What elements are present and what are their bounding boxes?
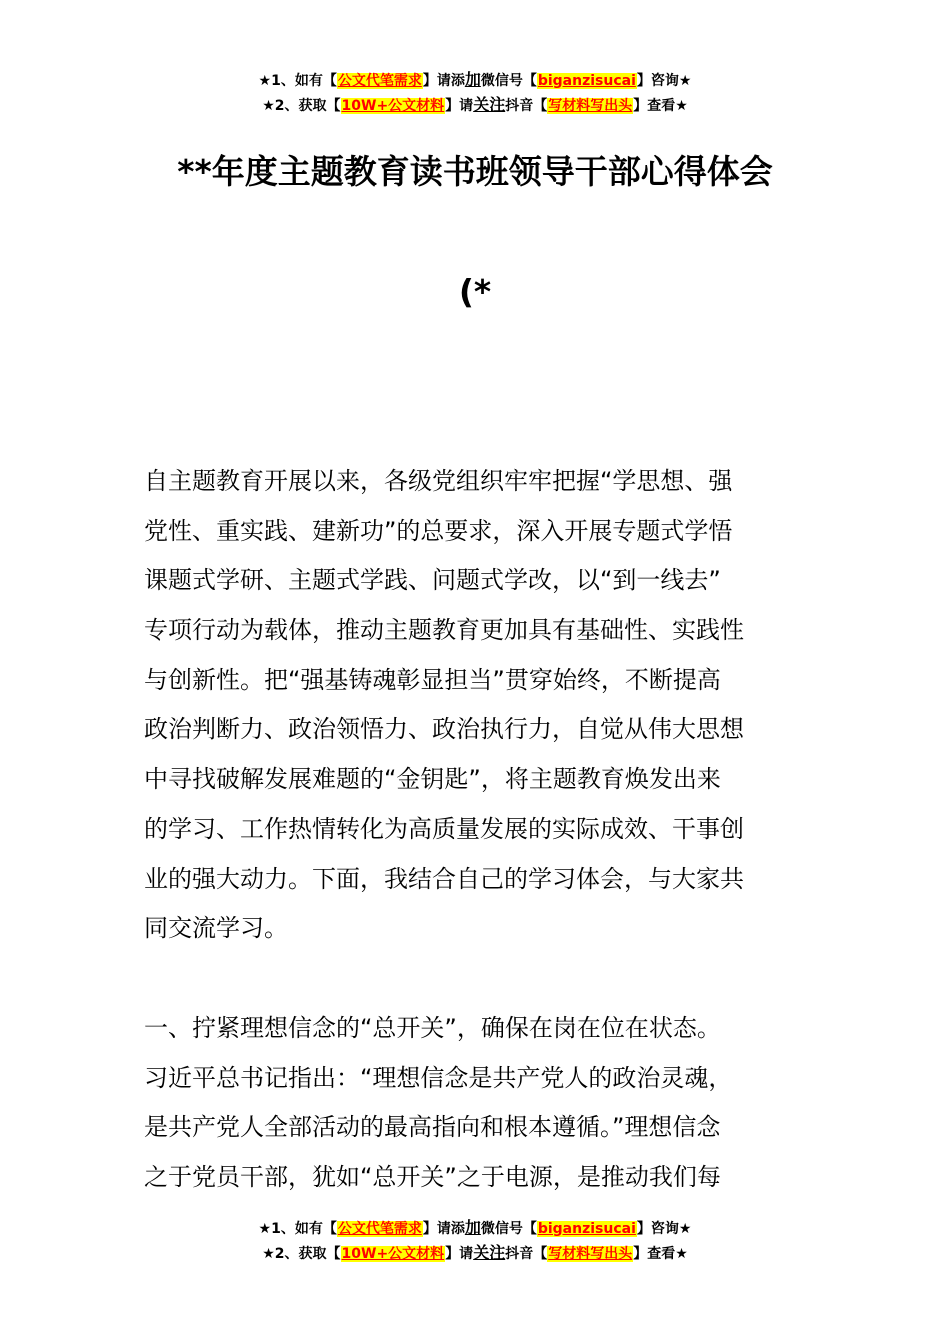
paragraph-line: 政治判断力、政治领悟力、政治执行力，自觉从伟大思想 [144, 715, 744, 744]
banner-line-2-bold-word: 关注 [473, 95, 506, 114]
footer-line-1-bold-word: 加 [464, 1218, 481, 1237]
banner-line-1-suffix: 】咨询★ [636, 73, 692, 89]
footer-line-2-mid2: 抖音【 [505, 1246, 548, 1262]
banner-line-1-bold-word: 加 [464, 70, 481, 89]
paragraph-line: 课题式学研、主题式学践、问题式学改，以“到一线去” [144, 566, 721, 595]
section-heading-1: 一、拧紧理想信念的“总开关”，确保在岗在位在状态。 [144, 1014, 721, 1042]
banner-line-1-mid2: 微信号【 [480, 73, 537, 89]
paragraph-line: 党性、重实践、建新功”的总要求，深入开展专题式学悟 [144, 516, 733, 545]
paragraph-line: 专项行动为载体，推动主题教育更加具有基础性、实践性 [144, 616, 744, 645]
paragraph-line: 之于党员干部，犹如“总开关”之于电源，是推动我们每 [144, 1163, 721, 1192]
document-title: **年度主题教育读书班领导干部心得体会 [177, 152, 773, 191]
paragraph-line: 习近平总书记指出：“理想信念是共产党人的政治灵魂， [144, 1063, 733, 1092]
footer-line-2-bold-word: 关注 [473, 1243, 506, 1262]
paragraph-line: 中寻找破解发展难题的“金钥匙”，将主题教育焕发出来 [144, 765, 721, 794]
footer-line-2-mid1: 】请 [445, 1246, 474, 1262]
paragraph-line: 是共产党人全部活动的最高指向和根本遵循。”理想信念 [144, 1113, 721, 1142]
banner-highlight-wechat-id: biganzisucai [537, 73, 636, 89]
document-subtitle: (* [458, 272, 492, 311]
footer-highlight-ghostwriting: 公文代笔需求 [337, 1221, 422, 1237]
banner-line-1 [0, 68, 950, 93]
banner-highlight-ghostwriting: 公文代笔需求 [337, 73, 422, 89]
paragraph-line: 自主题教育开展以来，各级党组织牢牢把握“学思想、强 [144, 467, 733, 495]
paragraph-line: 同交流学习。 [144, 914, 288, 943]
banner-line-2 [0, 93, 950, 118]
footer-line-1-suffix: 】咨询★ [636, 1221, 692, 1237]
banner-line-2-mid1: 】请 [445, 98, 474, 114]
banner-line-2-prefix: ★2、获取【 [262, 98, 341, 114]
banner-highlight-douyin: 写材料写出头 [548, 98, 633, 114]
banner-line-1-mid1: 】请添 [422, 73, 465, 89]
banner-highlight-materials: 10W+公文材料 [341, 98, 445, 114]
body-paragraph-1 [144, 457, 812, 954]
paragraph-line: 的学习、工作热情转化为高质量发展的实际成效、干事创 [144, 814, 744, 843]
footer-banner-line-1 [0, 1216, 950, 1241]
header-banner [0, 68, 950, 118]
footer-line-2-prefix: ★2、获取【 [262, 1246, 341, 1262]
body-paragraph-2 [144, 1004, 812, 1203]
footer-line-1-mid1: 】请添 [422, 1221, 465, 1237]
footer-banner-line-2 [0, 1241, 950, 1266]
footer-banner [0, 1216, 950, 1266]
footer-line-2-suffix: 】查看★ [633, 1246, 688, 1262]
banner-line-2-suffix: 】查看★ [633, 98, 688, 114]
footer-highlight-wechat-id: biganzisucai [537, 1221, 636, 1237]
paragraph-line: 业的强大动力。下面，我结合自己的学习体会，与大家共 [144, 864, 744, 893]
paragraph-line: 与创新性。把“强基铸魂彰显担当”贯穿始终，不断提高 [144, 665, 721, 694]
footer-line-1-mid2: 微信号【 [480, 1221, 537, 1237]
banner-line-1-prefix: ★1、如有【 [258, 73, 337, 89]
footer-highlight-douyin: 写材料写出头 [548, 1246, 633, 1262]
footer-line-1-prefix: ★1、如有【 [258, 1221, 337, 1237]
banner-line-2-mid2: 抖音【 [505, 98, 548, 114]
footer-highlight-materials: 10W+公文材料 [341, 1246, 445, 1262]
